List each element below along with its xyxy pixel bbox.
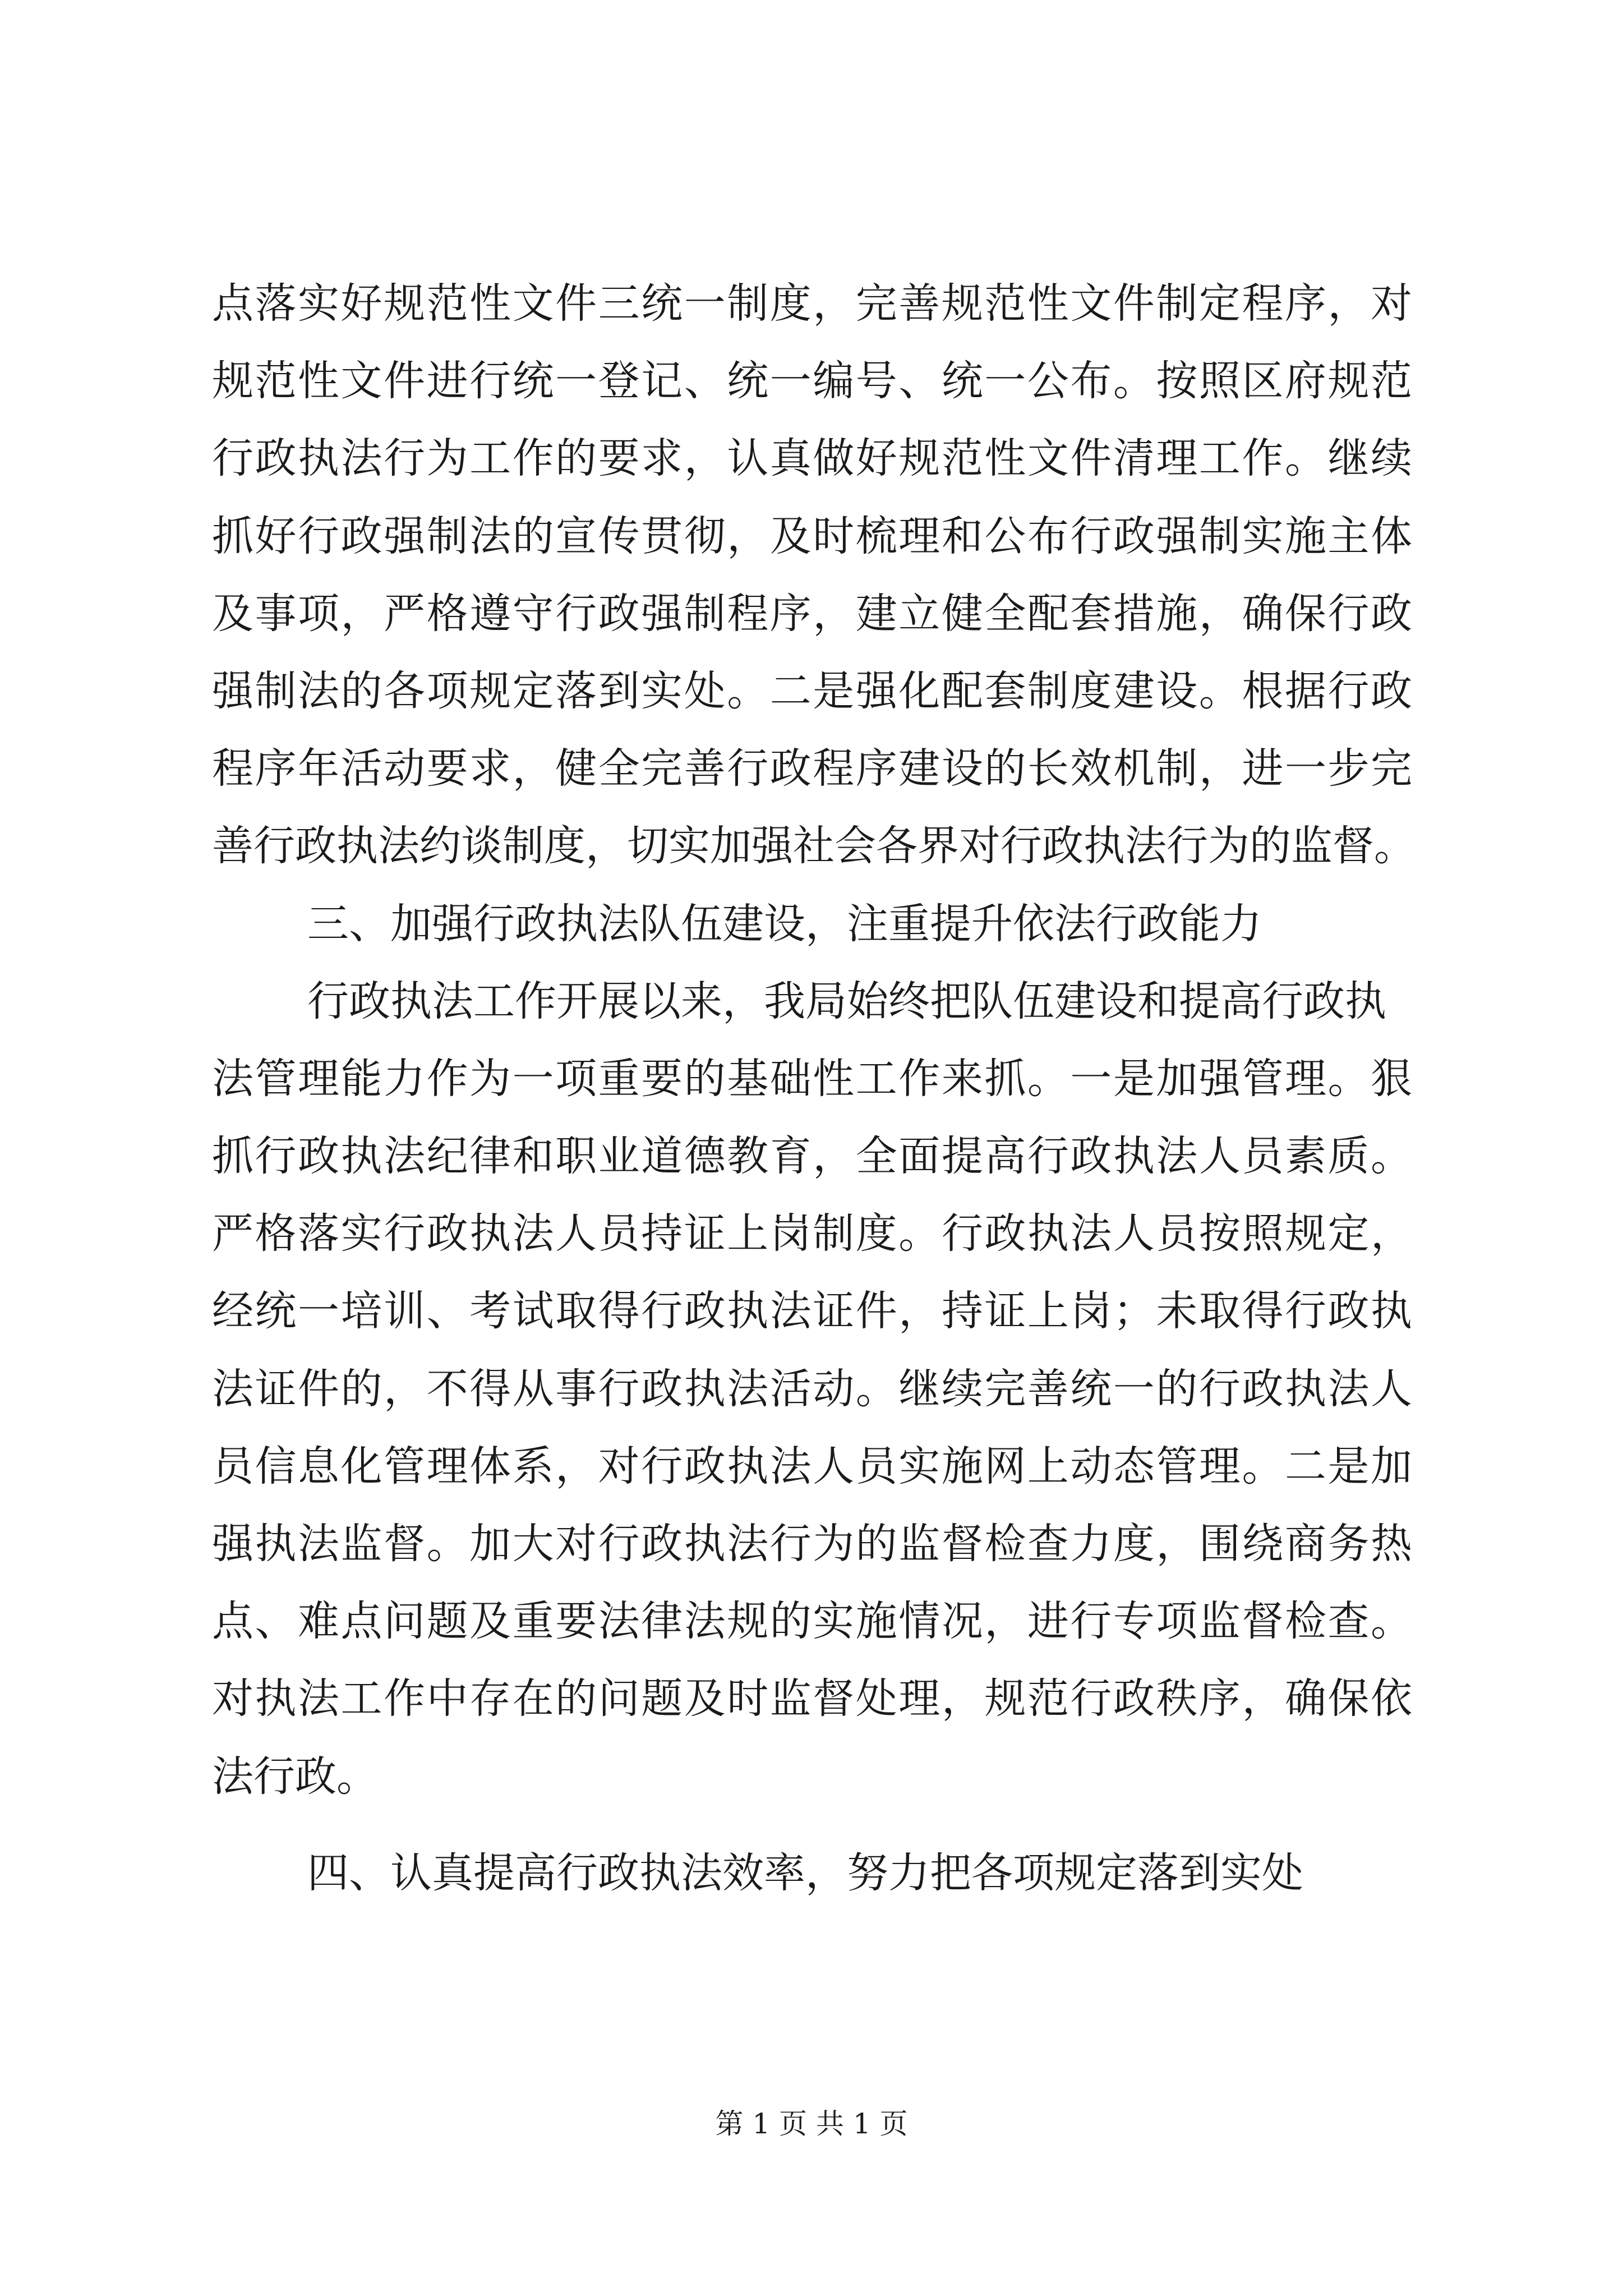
paragraph-first-line: 行政执法工作开展以来，我局始终把队伍建设和提高行政执	[307, 977, 1386, 1025]
text-line: 强执法监督。加大对行政执法行为的监督检查力度，围绕商务热	[212, 1520, 1412, 1568]
text-line: 法管理能力作为一项重要的基础性工作来抓。一是加强管理。狠	[212, 1054, 1412, 1103]
section-heading: 三、加强行政执法队伍建设，注重提升依法行政能力	[307, 899, 1262, 948]
text-line: 强制法的各项规定落到实处。二是强化配套制度建设。根据行政	[212, 666, 1412, 715]
text-line: 及事项，严格遵守行政强制程序，建立健全配套措施，确保行政	[212, 589, 1412, 638]
text-line: 抓行政执法纪律和职业道德教育，全面提高行政执法人员素质。	[212, 1132, 1412, 1181]
text-line: 点、难点问题及重要法律法规的实施情况，进行专项监督检查。	[212, 1597, 1412, 1646]
text-line: 规范性文件进行统一登记、统一编号、统一公布。按照区府规范	[212, 357, 1412, 406]
text-line: 严格落实行政执法人员持证上岗制度。行政执法人员按照规定，	[212, 1209, 1412, 1258]
text-line: 对执法工作中存在的问题及时监督处理，规范行政秩序，确保依	[212, 1674, 1412, 1723]
text-line: 抓好行政强制法的宣传贯彻，及时梳理和公布行政强制实施主体	[212, 512, 1412, 560]
text-line: 员信息化管理体系，对行政执法人员实施网上动态管理。二是加	[212, 1442, 1412, 1490]
text-line: 法行政。	[212, 1752, 378, 1801]
text-line: 点落实好规范性文件三统一制度，完善规范性文件制定程序，对	[212, 279, 1412, 328]
section-heading: 四、认真提高行政执法效率，努力把各项规定落到实处	[307, 1848, 1303, 1897]
document-body	[212, 265, 1415, 1912]
text-line: 经统一培训、考试取得行政执法证件，持证上岗；未取得行政执	[212, 1287, 1412, 1336]
text-line: 程序年活动要求，健全完善行政程序建设的长效机制，进一步完	[212, 744, 1412, 793]
text-line: 法证件的，不得从事行政执法活动。继续完善统一的行政执法人	[212, 1364, 1412, 1413]
page-number-footer: 第 1 页 共 1 页	[715, 2108, 908, 2140]
text-line: 善行政执法约谈制度，切实加强社会各界对行政执法行为的监督。	[212, 822, 1415, 871]
text-line: 行政执法行为工作的要求，认真做好规范性文件清理工作。继续	[212, 434, 1412, 483]
